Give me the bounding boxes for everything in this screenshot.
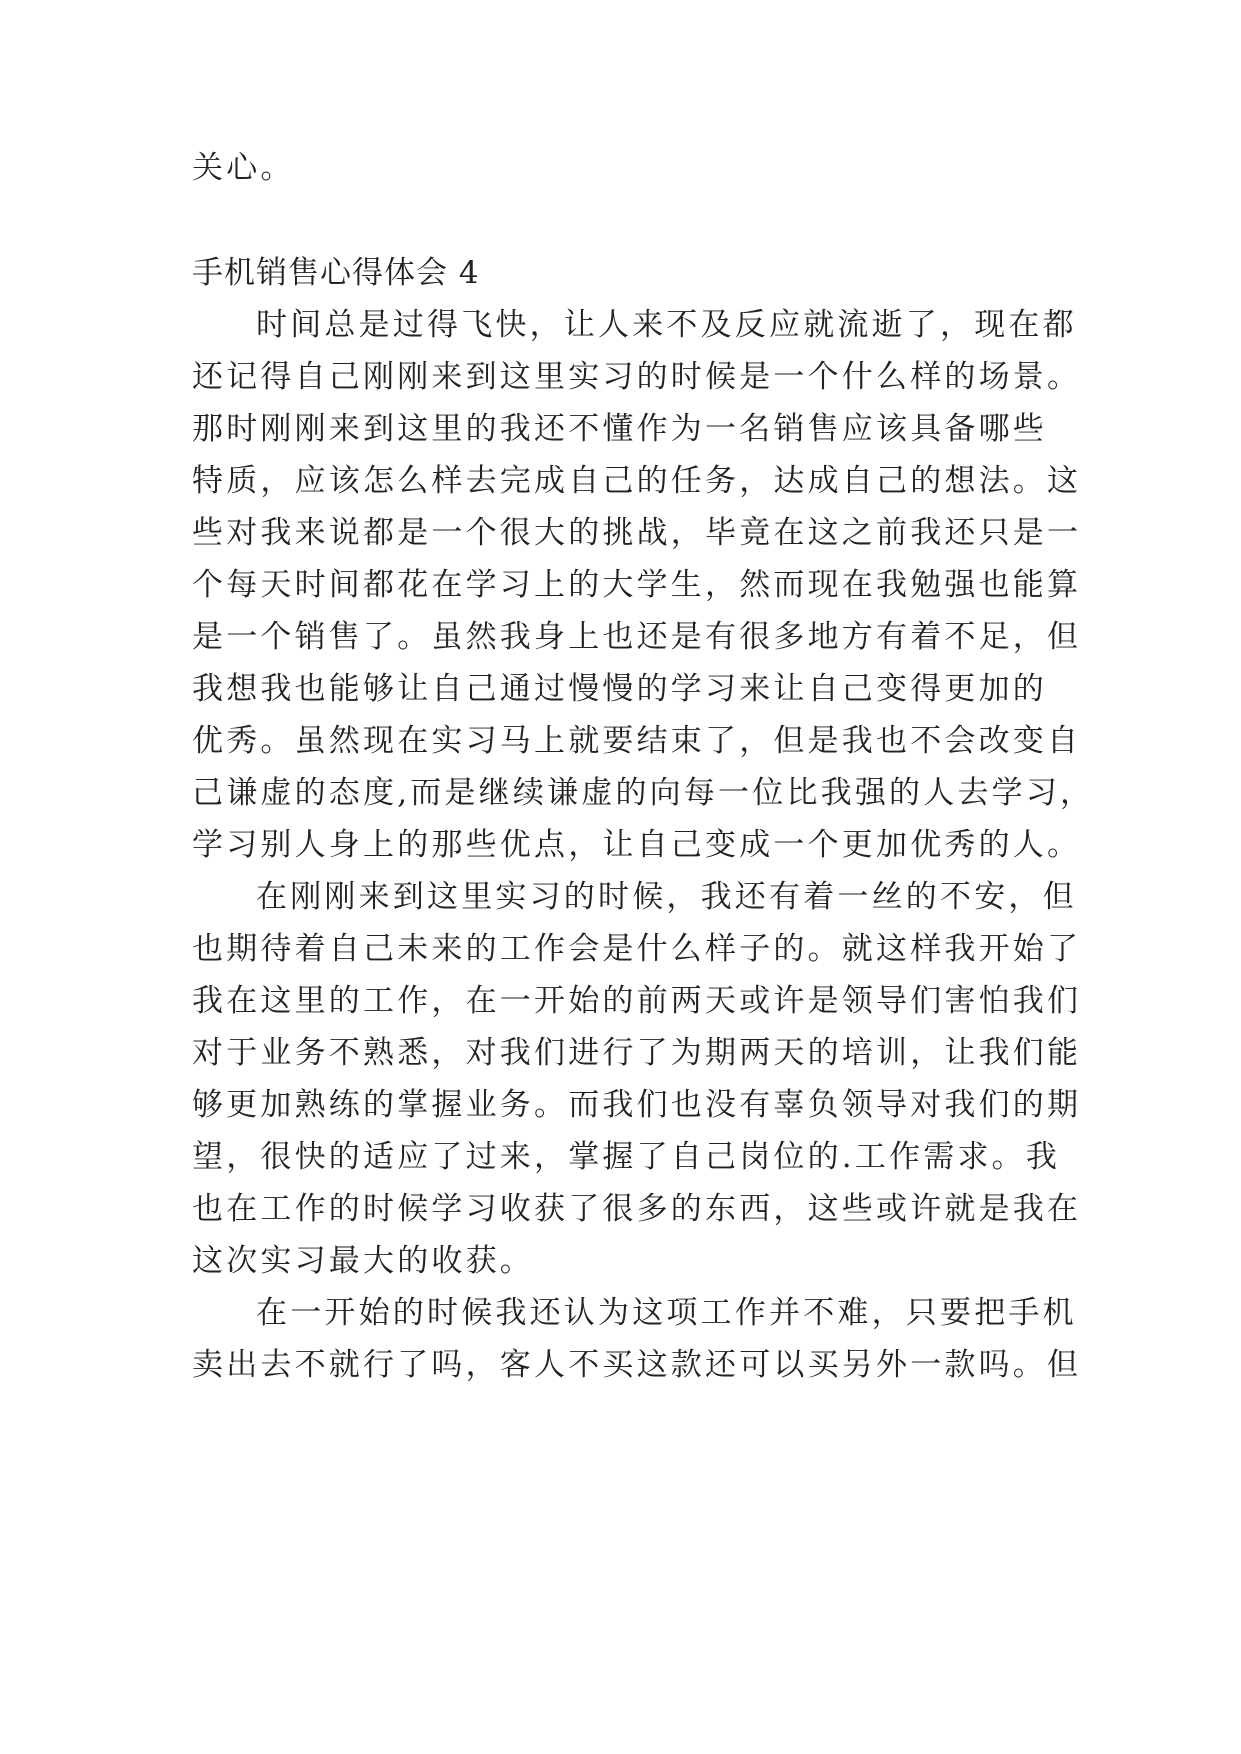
paragraph-line: 这次实习最大的收获。 <box>192 1243 534 1279</box>
continuation-text: 关心。 <box>192 150 295 186</box>
paragraph-line: 优秀。虽然现在实习马上就要结束了，但是我也不会改变自 <box>192 723 1082 759</box>
paragraph-line: 我想我也能够让自己通过慢慢的学习来让自己变得更加的 <box>192 671 1047 707</box>
paragraph-line: 是一个销售了。虽然我身上也还是有很多地方有着不足，但 <box>192 619 1082 655</box>
paragraph-line: 对于业务不熟悉，对我们进行了为期两天的培训，让我们能 <box>192 1035 1082 1071</box>
paragraph-line: 在一开始的时候我还认为这项工作并不难，只要把手机 <box>256 1295 1077 1331</box>
paragraph-line: 在刚刚来到这里实习的时候，我还有着一丝的不安，但 <box>256 879 1077 915</box>
paragraph-line: 那时刚刚来到这里的我还不懂作为一名销售应该具备哪些 <box>192 411 1047 447</box>
paragraph-line: 个每天时间都花在学习上的大学生，然而现在我勉强也能算 <box>192 567 1082 603</box>
paragraph-line: 我在这里的工作，在一开始的前两天或许是领导们害怕我们 <box>192 983 1082 1019</box>
paragraph-line: 也期待着自己未来的工作会是什么样子的。就这样我开始了 <box>192 931 1082 967</box>
paragraph-line: 卖出去不就行了吗，客人不买这款还可以买另外一款吗。但 <box>192 1347 1082 1383</box>
paragraph-line: 也在工作的时候学习收获了很多的东西，这些或许就是我在 <box>192 1191 1082 1227</box>
paragraph-line: 己谦虚的态度,而是继续谦虚的向每一位比我强的人去学习， <box>192 775 1095 811</box>
paragraph-line: 特质，应该怎么样去完成自己的任务，达成自己的想法。这 <box>192 463 1082 499</box>
paragraph-line: 够更加熟练的掌握业务。而我们也没有辜负领导对我们的期 <box>192 1087 1082 1123</box>
paragraph-line: 还记得自己刚刚来到这里实习的时候是一个什么样的场景。 <box>192 359 1082 395</box>
paragraph-line: 学习别人身上的那些优点，让自己变成一个更加优秀的人。 <box>192 827 1082 863</box>
paragraph-line: 望，很快的适应了过来，掌握了自己岗位的.工作需求。我 <box>192 1139 1061 1175</box>
section-heading: 手机销售心得体会 4 <box>192 255 480 291</box>
paragraph-line: 些对我来说都是一个很大的挑战，毕竟在这之前我还只是一 <box>192 515 1082 551</box>
paragraph-line: 时间总是过得飞快，让人来不及反应就流逝了，现在都 <box>256 307 1077 343</box>
